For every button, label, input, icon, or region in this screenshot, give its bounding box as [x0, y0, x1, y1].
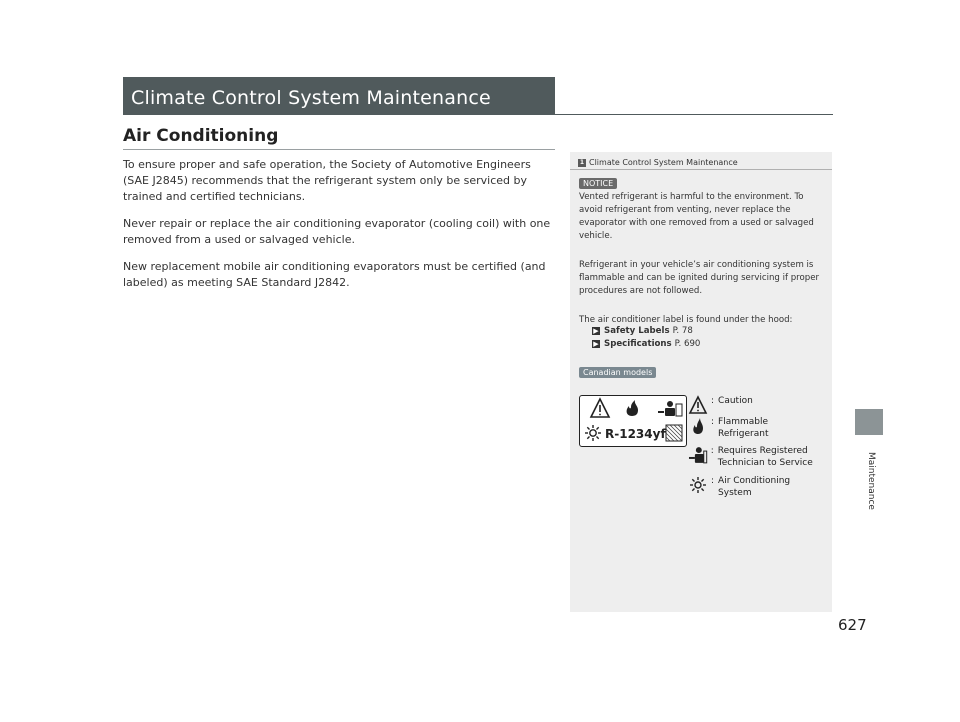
xref-specifications[interactable] — [592, 339, 700, 349]
legend-caution: : Caution — [688, 395, 753, 415]
legend-text: Flammable Refrigerant — [718, 417, 769, 439]
xref-arrow-icon: ▶ — [593, 327, 599, 335]
technician-icon — [688, 445, 708, 465]
refrigerant-type: R-1234yf — [605, 427, 666, 441]
hatch-pattern-icon — [666, 425, 682, 441]
section-body — [123, 157, 553, 302]
notice-text: Vented refrigerant is harmful to the environment. To avoid refrigerant from venting, never replace the evaporator with one removed from a used or salvaged vehicle. — [579, 192, 814, 241]
flame-icon — [688, 416, 708, 436]
refrigerant-label-graphic — [580, 396, 686, 446]
refrigerant-label — [579, 395, 687, 447]
xref-arrow-icon: ▶ — [593, 340, 599, 348]
refrigerant-text: Refrigerant in your vehicle’s air conditioning system is flammable and can be ignited during servicing if proper procedures are not followed. — [579, 260, 820, 296]
ac-system-icon — [585, 425, 601, 441]
xref-title: Safety Labels — [604, 326, 670, 336]
legend-ac-system: : Air Conditioning System — [688, 475, 808, 499]
title-rule — [555, 114, 833, 115]
sidebar-rule — [570, 169, 832, 170]
sidebar-panel — [570, 152, 832, 612]
reference-icon: 1 — [579, 158, 585, 166]
legend-text: Caution — [718, 396, 753, 406]
page-title: Climate Control System Maintenance — [123, 77, 555, 115]
notice-badge: NOTICE — [579, 178, 617, 189]
legend-text: Air Conditioning System — [718, 476, 791, 498]
paragraph: Never repair or replace the air conditioning evaporator (cooling coil) with one removed from a used or salvaged vehicle. — [123, 217, 551, 246]
flame-icon — [627, 400, 638, 416]
sidebar-header — [578, 158, 738, 167]
page-number: 627 — [838, 616, 867, 634]
caution-icon — [591, 399, 609, 417]
section-heading: Air Conditioning — [123, 126, 279, 146]
xref-safety-labels[interactable] — [592, 326, 693, 336]
technician-icon — [658, 401, 682, 416]
sidebar-title: Climate Control System Maintenance — [589, 158, 738, 167]
xref-page: P. 690 — [674, 339, 701, 349]
xref-page: P. 78 — [672, 326, 693, 336]
chapter-tab-label: Maintenance — [866, 452, 876, 510]
legend-flammable: : Flammable Refrigerant — [688, 416, 808, 440]
legend-technician: : Requires Registered Technician to Service — [688, 445, 828, 469]
paragraph: To ensure proper and safe operation, the Society of Automotive Engineers (SAE J2845) recommends that the refrigerant system only be serviced by trained and certified technicians. — [123, 158, 531, 203]
label-location-text: The air conditioner label is found under the hood: — [579, 315, 793, 325]
chapter-tab[interactable] — [855, 409, 883, 435]
ac-system-icon — [688, 475, 708, 495]
canadian-models-badge: Canadian models — [579, 367, 656, 378]
section-rule — [123, 149, 555, 150]
legend-text: Requires Registered Technician to Service — [717, 446, 813, 468]
xref-title: Specifications — [604, 339, 672, 349]
paragraph: New replacement mobile air conditioning evaporators must be certified (and labeled) as meeting SAE Standard J2842. — [123, 260, 546, 289]
caution-icon — [688, 395, 708, 415]
